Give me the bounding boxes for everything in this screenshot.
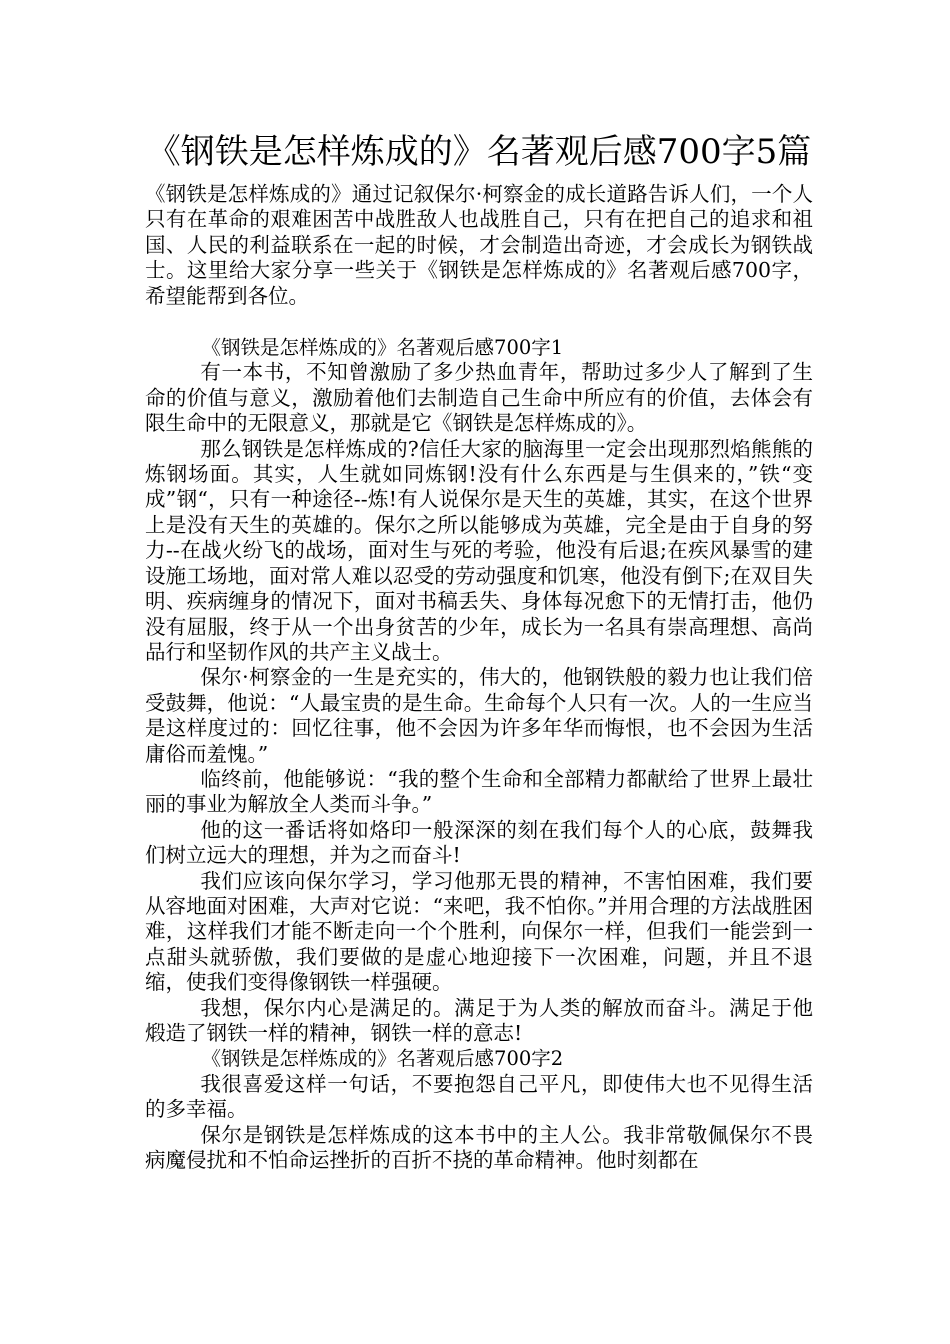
- essay-1-paragraph: 那么钢铁是怎样炼成的?信任大家的脑海里一定会出现那烈焰熊熊的炼钢场面。其实，人生就如同炼钢!没有什么东西是与生俱来的，”铁“变成”钢“，只有一种途径--炼!有人说保尔是天生的英雄，其实，在这个世界上是没有天生的英雄的。保尔之所以能够成为英雄，完全是由于自身的努力--在战火纷飞的战场，面对生与死的考验，他没有后退;在疾风暴雪的建设施工场地，面对常人难以忍受的劳动强度和饥寒，他没有倒下;在双目失明、疾病缠身的情况下，面对书稿丢失、身体每况愈下的无情打击，他仍没有屈服，终于从一个出身贫苦的少年，成长为一名具有崇高理想、高尚品行和坚韧作风的共产主义战士。: [145, 436, 813, 664]
- essay-2-paragraph: 保尔是钢铁是怎样炼成的这本书中的主人公。我非常敬佩保尔不畏病魔侵扰和不怕命运挫折的百折不挠的革命精神。他时刻都在: [145, 1122, 813, 1173]
- paragraph-gap: [145, 309, 813, 335]
- essay-1-heading: 《钢铁是怎样炼成的》名著观后感700字1: [201, 336, 564, 360]
- essay-1-paragraph: 他的这一番话将如烙印一般深深的刻在我们每个人的心底，鼓舞我们树立远大的理想，并为之而奋斗!: [145, 817, 813, 868]
- document-title: 《钢铁是怎样炼成的》名著观后感700字5篇: [146, 132, 812, 172]
- essay-1-paragraph: 临终前，他能够说：“我的整个生命和全部精力都献给了世界上最壮丽的事业为解放全人类而斗争。”: [145, 766, 813, 817]
- essay-1-paragraph: 保尔·柯察金的一生是充实的，伟大的，他钢铁般的毅力也让我们倍受鼓舞，他说：“人最宝贵的是生命。生命每个人只有一次。人的一生应当是这样度过的：回忆往事，他不会因为许多年华而悔恨，也不会因为生活庸俗而羞愧。”: [145, 665, 813, 766]
- essay-1-paragraph: 我想，保尔内心是满足的。满足于为人类的解放而奋斗。满足于他煅造了钢铁一样的精神，钢铁一样的意志!: [145, 995, 813, 1045]
- essay-2-heading: 《钢铁是怎样炼成的》名著观后感700字2: [201, 1047, 564, 1071]
- essay-1-paragraph: 有一本书，不知曾激励了多少热血青年，帮助过多少人了解到了生命的价值与意义，激励着他们去制造自己生命中所应有的价值，去体会有限生命中的无限意义，那就是它《钢铁是怎样炼成的》。: [145, 360, 813, 436]
- essay-2-paragraph: 我很喜爱这样一句话，不要抱怨自己平凡，即使伟大也不见得生活的多幸福。: [145, 1071, 813, 1122]
- document-page: [145, 128, 813, 1173]
- intro-paragraph: 《钢铁是怎样炼成的》通过记叙保尔·柯察金的成长道路告诉人们，一个人只有在革命的艰难困苦中战胜敌人也战胜自己，只有在把自己的追求和祖国、人民的利益联系在一起的时候，才会制造出奇迹，才会成长为钢铁战士。这里给大家分享一些关于《钢铁是怎样炼成的》名著观后感700字，希望能帮到各位。: [145, 182, 813, 308]
- essay-1-paragraph: 我们应该向保尔学习，学习他那无畏的精神，不害怕困难，我们要从容地面对困难，大声对它说：“来吧，我不怕你。”并用合理的方法战胜困难，这样我们才能不断走向一个个胜利，向保尔一样，但我们一能尝到一点甜头就骄傲，我们要做的是虚心地迎接下一次困难，问题，并且不退缩，使我们变得像钢铁一样强硬。: [145, 868, 813, 995]
